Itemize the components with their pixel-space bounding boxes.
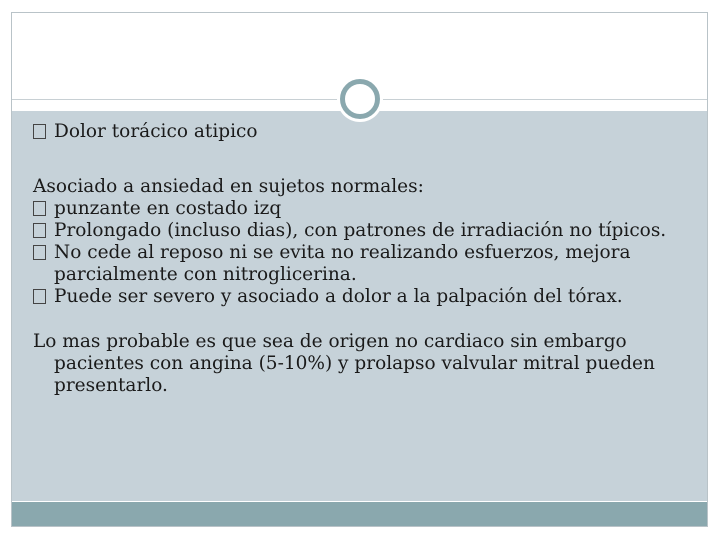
closing-paragraph: Lo mas probable es que sea de origen no cardiaco sin embargo pacientes con angina (5-10%) y prolapso valvular mitral pueden presentarlo.	[33, 331, 655, 396]
ornament	[337, 76, 383, 122]
intro-text: Asociado a ansiedad en sujetos normales:	[33, 176, 424, 197]
heading-bullet-text: Dolor torácico atipico	[54, 121, 258, 142]
bullet-item	[33, 242, 683, 286]
empty-square-icon	[33, 201, 46, 216]
bullet-text: punzante en costado izq	[54, 198, 282, 219]
empty-square-icon	[33, 289, 46, 304]
bullet-item	[33, 286, 683, 308]
slide-body	[33, 121, 683, 397]
heading-bullet-item	[33, 121, 683, 143]
empty-square-icon	[33, 124, 46, 139]
bullet-text: Puede ser severo y asociado a dolor a la palpación del tórax.	[54, 286, 623, 307]
footer-band	[12, 502, 707, 526]
empty-square-icon	[33, 245, 46, 260]
empty-square-icon	[33, 223, 46, 238]
bullet-item	[33, 198, 683, 220]
bullet-item	[33, 220, 683, 242]
bullet-text: No cede al reposo ni se evita no realizando esfuerzos, mejora parcialmente con nitroglicerina.	[54, 242, 631, 285]
ring-icon	[340, 79, 380, 119]
bullet-text: Prolongado (incluso dias), con patrones de irradiación no típicos.	[54, 220, 667, 241]
